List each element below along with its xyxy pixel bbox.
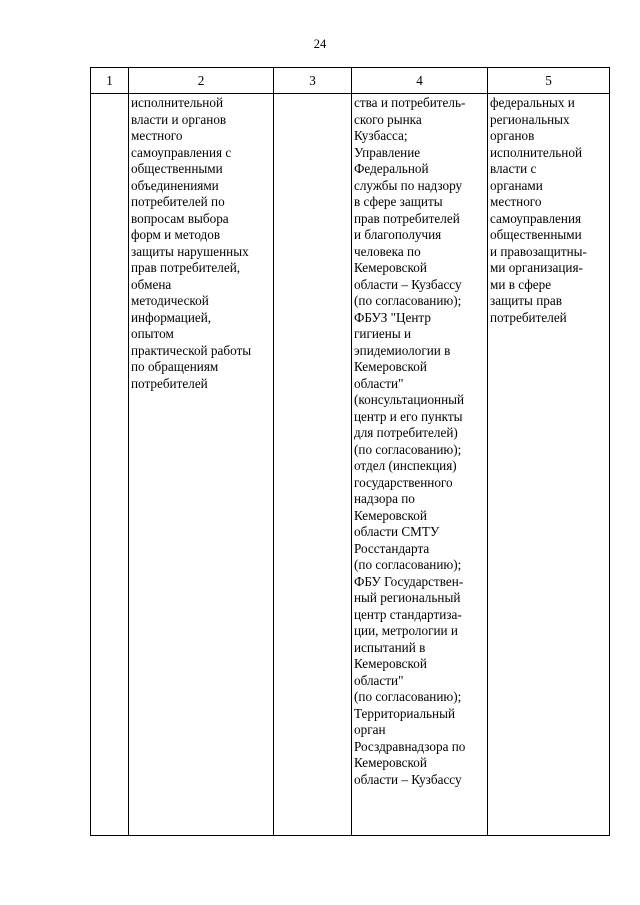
cell-col-1: [91, 94, 129, 836]
cell-col-5: федеральных и региональных органов исполнительной власти с органами местного самоуправления общественными и правозащитны- ми организация- ми в сфере защиты прав потребителей: [488, 94, 610, 836]
cell-col-4: ства и потребитель- ского рынка Кузбасса; Управление Федеральной службы по надзору в сфере защиты прав потребителей и благополучия человека по Кемеровской области – Кузбассу (по согласованию); ФБУЗ "Центр гигиены и эпидемиологии в Кемеровской области" (консультационный центр и его пункты для потребителей) (по согласованию); отдел (инспекция) государственного надзора по Кемеровской области СМТУ Росстандарта (по согласованию); ФБУ Государствен- ный региональный центр стандартиза- ции, метрологии и испытаний в Кемеровской области" (по согласованию); Территориальный орган Росздравнадзора по Кемеровской области – Кузбассу: [352, 94, 488, 836]
page-number: 24: [313, 37, 327, 51]
header-col-4: 4: [352, 68, 488, 94]
header-col-1: 1: [91, 68, 129, 94]
cell-col-3: [274, 94, 352, 836]
cell-col-2: исполнительной власти и органов местного самоуправления с общественными объединениями потребителей по вопросам выбора форм и методов защиты нарушенных прав потребителей, обмена методической информацией, опытом практической работы по обращениям потребителей: [129, 94, 274, 836]
header-col-3: 3: [274, 68, 352, 94]
header-col-2: 2: [129, 68, 274, 94]
table-row: [91, 94, 610, 836]
main-table: [90, 67, 610, 836]
table-header-row: [91, 68, 610, 94]
header-col-5: 5: [488, 68, 610, 94]
